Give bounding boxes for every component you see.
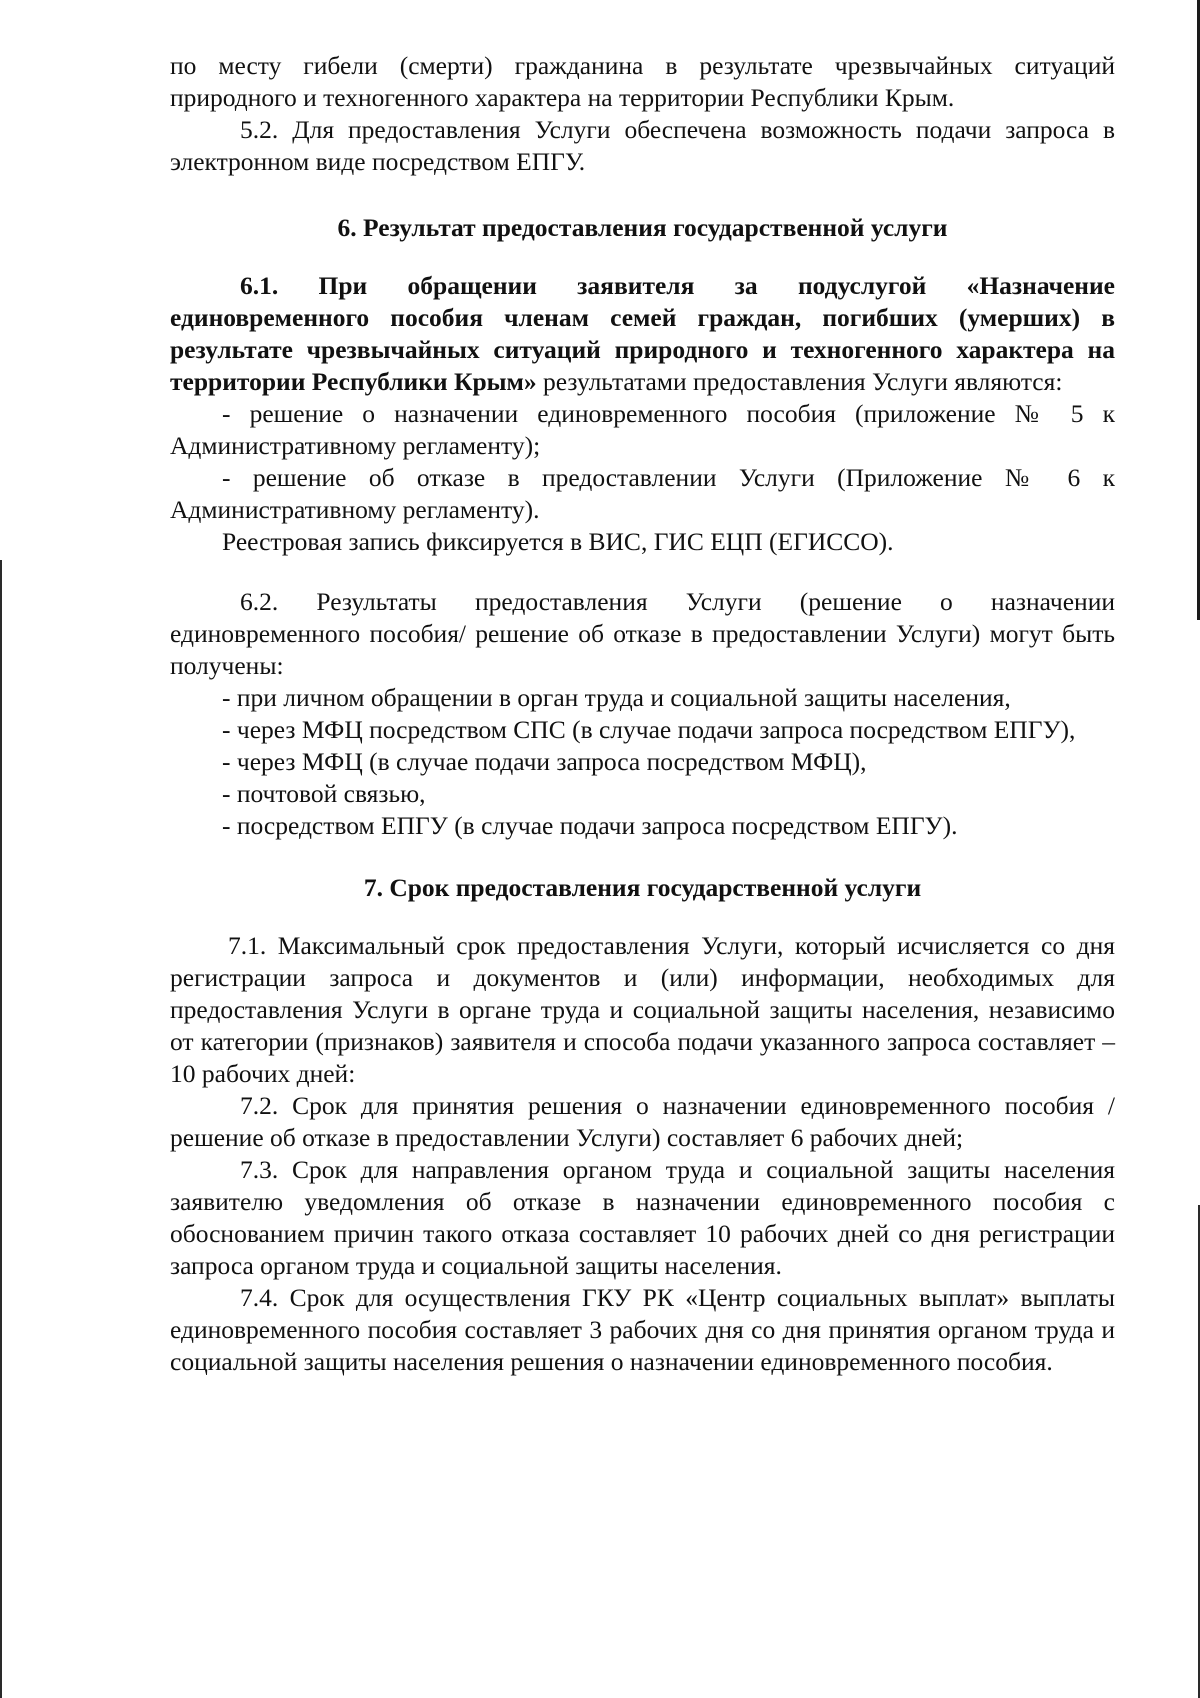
paragraph-6-2: 6.2. Результаты предоставления Услуги (решение о назначении единовременного пособия/ решение об отказе в предоставлении Услуги) могут быть получены: bbox=[170, 587, 1115, 680]
paragraph-7-2: 7.2. Срок для принятия решения о назначении единовременного пособия / решение об отказе в предоставлении Услуги) составляет 6 рабочих дней; bbox=[170, 1091, 1115, 1152]
section-heading-7: 7. Срок предоставления государственной услуги bbox=[363, 873, 922, 902]
paragraph-7-3: 7.3. Срок для направления органом труда и социальной защиты населения заявителю уведомления об отказе в назначении единовременного пособия с обоснованием причин такого отказа составляет 10 рабочих дней со дня регистрации запроса органом труда и социальной защиты населения. bbox=[170, 1155, 1115, 1280]
scan-edge bbox=[0, 560, 2, 1698]
list-item: - решение об отказе в предоставлении Услуги (Приложение № 6 к Административному регламенту). bbox=[170, 463, 1115, 524]
document-body bbox=[170, 50, 1115, 1378]
list-item: - через МФЦ (в случае подачи запроса посредством МФЦ), bbox=[222, 747, 867, 776]
paragraph-5-2: 5.2. Для предоставления Услуги обеспечена возможность подачи запроса в электронном виде посредством ЕПГУ. bbox=[170, 115, 1115, 176]
paragraph-intro: по месту гибели (смерти) гражданина в результате чрезвычайных ситуаций природного и техногенного характера на территории Республики Крым. bbox=[170, 51, 1115, 112]
spacer bbox=[170, 558, 1115, 586]
paragraph-6-1 bbox=[170, 270, 1115, 398]
list-item: - при личном обращении в орган труда и социальной защиты населения, bbox=[222, 683, 1011, 712]
section-heading-6: 6. Результат предоставления государственной услуги bbox=[337, 213, 948, 242]
list-item: - через МФЦ посредством СПС (в случае подачи запроса посредством ЕПГУ), bbox=[222, 715, 1076, 744]
paragraph-registry: Реестровая запись фиксируется в ВИС, ГИС ЕЦП (ЕГИССО). bbox=[222, 527, 894, 556]
paragraph-6-1-bold: 6.1. При обращении заявителя за подуслугой «Назначение единовременного пособия членам семей граждан, погибших (умерших) в результате чрезвычайных ситуаций природного и техногенного характера на территории Республики Крым» bbox=[170, 271, 1115, 396]
paragraph-7-4: 7.4. Срок для осуществления ГКУ РК «Центр социальных выплат» выплаты единовременного пособия составляет 3 рабочих дня со дня принятия органом труда и социальной защиты населения решения о назначении единовременного пособия. bbox=[170, 1283, 1115, 1376]
list-item: - почтовой связью, bbox=[222, 779, 426, 808]
paragraph-6-1-rest: результатами предоставления Услуги являются: bbox=[536, 367, 1063, 396]
list-item: - решение о назначении единовременного пособия (приложение № 5 к Административному регламенту); bbox=[170, 399, 1115, 460]
paragraph-7-1: 7.1. Максимальный срок предоставления Услуги, который исчисляется со дня регистрации запроса и документов и (или) информации, необходимых для предоставления Услуги в органе труда и социальной защиты населения, независимо от категории (признаков) заявителя и способа подачи указанного запроса составляет – 10 рабочих дней: bbox=[170, 931, 1115, 1088]
list-item: - посредством ЕПГУ (в случае подачи запроса посредством ЕПГУ). bbox=[222, 811, 958, 840]
